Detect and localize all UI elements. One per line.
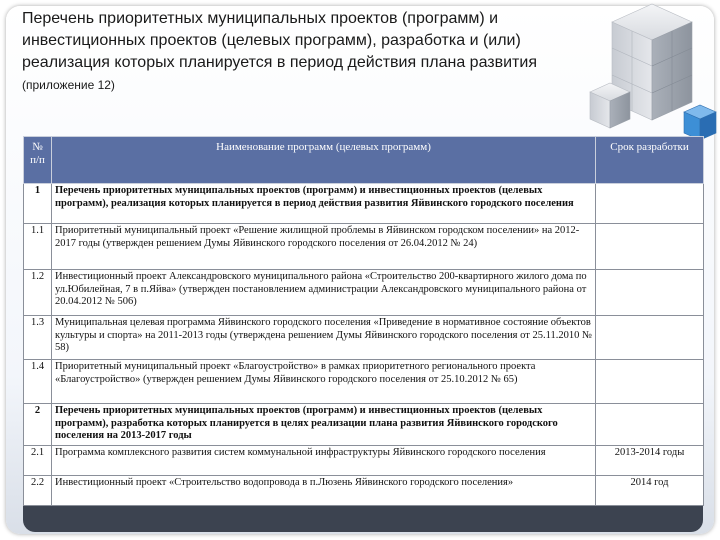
table-row [24, 404, 704, 446]
row-term [596, 224, 704, 270]
row-num: 1 [24, 184, 52, 224]
row-name: Программа комплексного развития систем коммунальной инфраструктуры Яйвинского городского поселения [52, 446, 596, 476]
table-frame [23, 136, 703, 532]
row-num: 1.4 [24, 360, 52, 404]
projects-table [23, 136, 704, 506]
row-term: 2014 год [596, 476, 704, 506]
row-name: Инвестиционный проект «Строительство водопровода в п.Люзень Яйвинского городского поселения» [52, 476, 596, 506]
row-num: 1.2 [24, 270, 52, 316]
row-name: Инвестиционный проект Александровского муниципального района «Строительство 200-квартирного жилого дома по ул.Юбилейная, 7 в п.Яйва» (утвержден постановлением администрации Александровского муниципального района от 20.04.2012 № 506) [52, 270, 596, 316]
row-num: 1.1 [24, 224, 52, 270]
table-header-row [24, 137, 704, 184]
table-row [24, 360, 704, 404]
row-num: 2.2 [24, 476, 52, 506]
row-term [596, 404, 704, 446]
table-row [24, 270, 704, 316]
slide-title [22, 8, 582, 96]
row-num: 2 [24, 404, 52, 446]
title-main: Перечень приоритетных муниципальных проектов (программ) и инвестиционных проектов (целевых программ), разработка и (или) реализация которых планируется в период действия плана развития [22, 10, 537, 71]
table-row [24, 184, 704, 224]
row-term [596, 270, 704, 316]
col-header-term: Срок разработки [596, 137, 704, 184]
col-header-name: Наименование программ (целевых программ) [52, 137, 596, 184]
row-name: Муниципальная целевая программа Яйвинского городского поселения «Приведение в нормативное состояние объектов культуры и спорта» на 2011-2013 годы (утверждена решением Думы Яйвинского городского поселения от 25.11.2010 № 58) [52, 316, 596, 360]
title-appendix: (приложение 12) [22, 78, 115, 92]
table-row [24, 446, 704, 476]
row-term: 2013-2014 годы [596, 446, 704, 476]
row-name: Перечень приоритетных муниципальных проектов (программ) и инвестиционных проектов (целевых программ), разработка которых планируется в целях реализации плана развития Яйвинского городского поселения на 2013-2017 годы [52, 404, 596, 446]
row-num: 1.3 [24, 316, 52, 360]
row-name: Перечень приоритетных муниципальных проектов (программ) и инвестиционных проектов (целевых программ), реализация которых планируется в период действия развития Яйвинского городского поселения [52, 184, 596, 224]
row-term [596, 184, 704, 224]
table-row [24, 224, 704, 270]
col-header-num: № п/п [24, 137, 52, 184]
row-name: Приоритетный муниципальный проект «Решение жилищной проблемы в Яйвинском городском поселении» на 2012-2017 годы (утвержден решением Думы Яйвинского городского поселения от 26.04.2012 № 24) [52, 224, 596, 270]
row-num: 2.1 [24, 446, 52, 476]
row-term [596, 360, 704, 404]
table-row [24, 476, 704, 506]
row-name: Приоритетный муниципальный проект «Благоустройство» в рамках приоритетного регионального проекта «Благоустройство» (утвержден решением Думы Яйвинского городского поселения от 25.10.2012 № 65) [52, 360, 596, 404]
table-row [24, 316, 704, 360]
cube-stack-art [572, 0, 720, 150]
row-term [596, 316, 704, 360]
